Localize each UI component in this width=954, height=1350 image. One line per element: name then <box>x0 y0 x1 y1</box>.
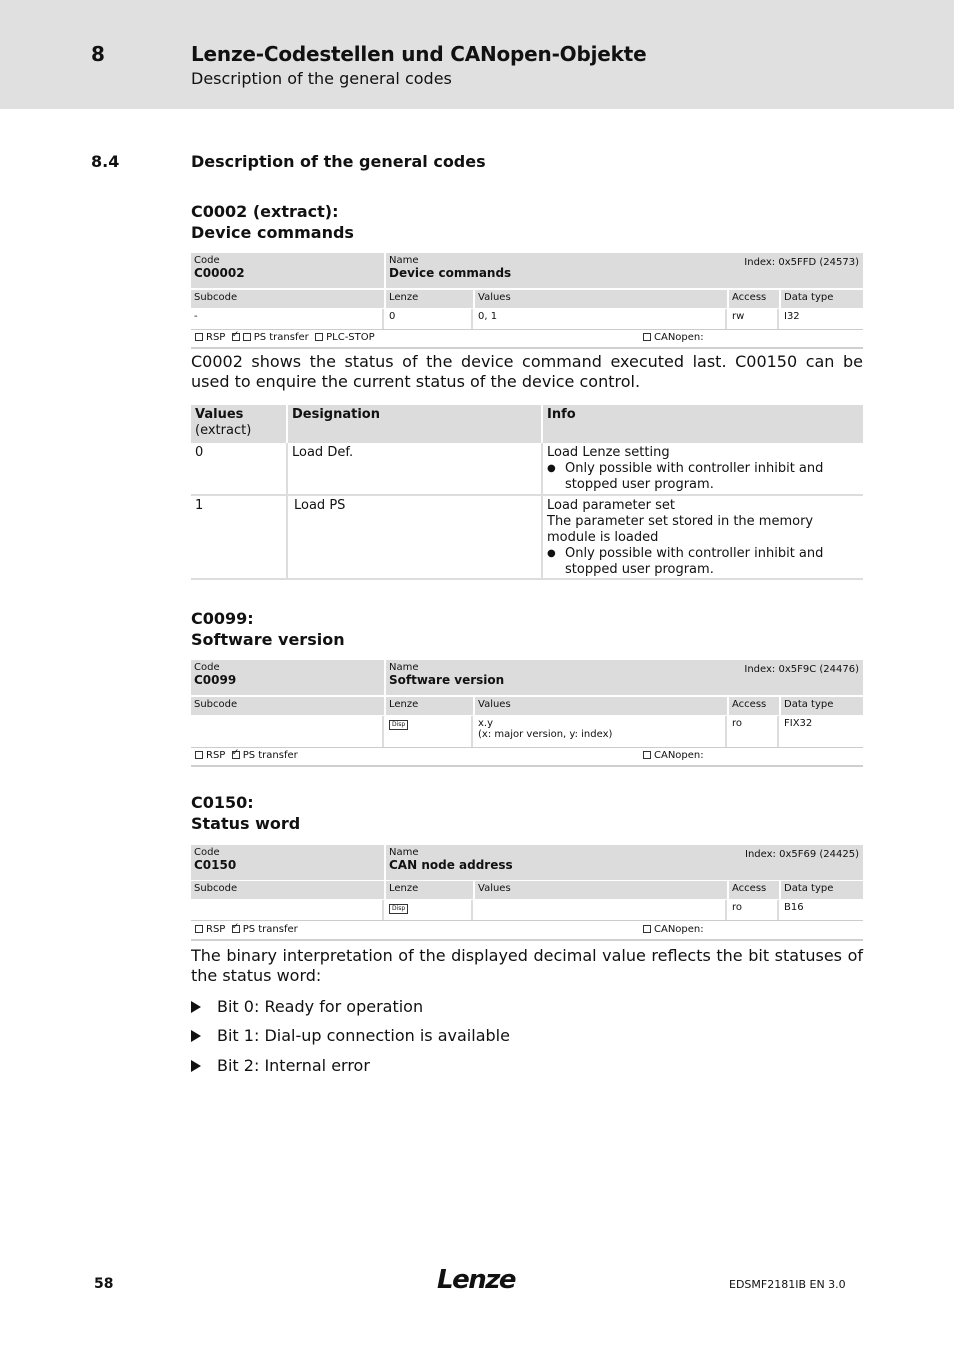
code-value: C00002 <box>194 266 245 280</box>
paragraph-c0002: C0002 shows the status of the device command executed last. C00150 can be used to enquire the current status of the device control. <box>191 352 863 391</box>
name-value: Software version <box>389 673 505 687</box>
chapter-title: Lenze-Codestellen und CANopen-Objekte <box>191 42 647 66</box>
c0150-heading <box>191 792 300 834</box>
row1-value: 1 <box>191 496 288 580</box>
row0-value: 0 <box>191 443 288 496</box>
ps-label: PS transfer <box>242 924 298 935</box>
subcode-header: Subcode <box>191 881 384 899</box>
c0150-heading-name: Status word <box>191 814 301 833</box>
arrow-bullet-icon <box>191 1060 201 1072</box>
row0-info-bullet: ● Only possible with controller inhibit and stopped user program. <box>547 461 859 493</box>
name-cell <box>386 845 863 880</box>
code-cell <box>191 660 384 695</box>
lenze-header: Lenze <box>386 697 473 715</box>
access-header: Access <box>729 697 779 715</box>
flags-row <box>191 329 863 349</box>
chapter-number: 8 <box>91 42 105 66</box>
datatype-header: Data type <box>781 881 863 899</box>
ps-checked-icon <box>232 333 240 341</box>
name-value: CAN node address <box>389 858 513 872</box>
values-col-title: Values <box>195 407 244 422</box>
rsp-label: RSP <box>206 332 226 343</box>
access-header: Access <box>729 290 779 308</box>
lenze-value <box>386 900 473 920</box>
code-label: Code <box>194 847 220 858</box>
values-note: (x: major version, y: index) <box>478 729 613 740</box>
subcode-value <box>191 900 384 920</box>
ps-checkbox-icon <box>243 333 251 341</box>
section-number: 8.4 <box>91 152 120 171</box>
index-value: Index: 0x5F9C (24476) <box>744 664 859 675</box>
name-cell <box>386 253 863 288</box>
subcode-header: Subcode <box>191 290 384 308</box>
datatype-value: B16 <box>784 902 804 913</box>
subcode-header: Subcode <box>191 697 384 715</box>
canopen-label: CANopen: <box>654 924 704 935</box>
subcode-value: - <box>191 309 384 329</box>
row0-info <box>543 443 863 496</box>
row0-designation: Load Def. <box>288 443 543 496</box>
values-value: 0, 1 <box>475 309 727 329</box>
plc-label: PLC-STOP <box>326 332 375 343</box>
index-value: Index: 0x5F69 (24425) <box>745 849 859 860</box>
datatype-header: Data type <box>781 697 863 715</box>
ps-checked-icon <box>232 925 240 933</box>
code-value: C0150 <box>194 858 237 872</box>
bit-text: Bit 2: Internal error <box>217 1056 370 1075</box>
ps-label: PS transfer <box>242 750 298 761</box>
access-value: ro <box>729 900 779 920</box>
name-cell <box>386 660 863 695</box>
info-col-header: Info <box>543 405 863 443</box>
chapter-subtitle: Description of the general codes <box>191 69 452 88</box>
lenze-value <box>386 716 473 747</box>
rsp-checkbox-icon <box>195 925 203 933</box>
bit-text: Bit 1: Dial-up connection is available <box>217 1026 510 1045</box>
name-value: Device commands <box>389 266 512 280</box>
c0150-heading-code: C0150: <box>191 793 254 812</box>
row0-info-text: Load Lenze setting <box>547 445 670 460</box>
canopen-checkbox-icon <box>643 925 651 933</box>
canopen-label: CANopen: <box>654 332 704 343</box>
list-item <box>191 1026 510 1045</box>
code-cell <box>191 845 384 880</box>
values-value <box>475 716 727 747</box>
list-item <box>191 997 423 1016</box>
code-cell <box>191 253 384 288</box>
disp-icon: Disp <box>389 720 408 730</box>
access-value: rw <box>729 309 779 329</box>
page-number: 58 <box>94 1276 114 1292</box>
c0099-heading-name: Software version <box>191 630 345 649</box>
code-label: Code <box>194 255 220 266</box>
designation-col-header: Designation <box>288 405 541 443</box>
disp-icon: Disp <box>389 904 408 914</box>
document-id: EDSMF2181IB EN 3.0 <box>729 1278 846 1291</box>
arrow-bullet-icon <box>191 1001 201 1013</box>
datatype-value: FIX32 <box>784 718 813 729</box>
flags-row <box>191 921 863 941</box>
lenze-header: Lenze <box>386 881 473 899</box>
canopen-checkbox-icon <box>643 333 651 341</box>
name-label: Name <box>389 662 419 673</box>
datatype-header: Data type <box>781 290 863 308</box>
arrow-bullet-icon <box>191 1030 201 1042</box>
canopen-checkbox-icon <box>643 751 651 759</box>
c0099-heading <box>191 608 345 650</box>
row1-info <box>543 496 863 580</box>
rsp-label: RSP <box>206 924 226 935</box>
rsp-checkbox-icon <box>195 333 203 341</box>
values-header: Values <box>475 881 727 899</box>
values-col-sub: (extract) <box>195 423 252 438</box>
paragraph-status-word: The binary interpretation of the displayed decimal value reflects the bit statuses of the status word: <box>191 946 863 985</box>
values-value <box>475 900 727 920</box>
datatype-value: I32 <box>784 311 800 322</box>
code-value: C0099 <box>194 673 237 687</box>
page-header <box>0 0 954 109</box>
values-col-header <box>191 405 286 443</box>
name-label: Name <box>389 847 419 858</box>
row1-info-bullet: ● Only possible with controller inhibit and stopped user program. <box>547 546 859 578</box>
c0002-heading-name: Device commands <box>191 223 354 242</box>
lenze-header: Lenze <box>386 290 473 308</box>
subcode-value <box>191 716 384 747</box>
values-header: Values <box>475 290 727 308</box>
flags-row <box>191 747 863 767</box>
c0099-heading-code: C0099: <box>191 609 254 628</box>
access-header: Access <box>729 881 779 899</box>
list-item <box>191 1056 370 1075</box>
c0002-heading <box>191 201 354 243</box>
rsp-label: RSP <box>206 750 226 761</box>
index-value: Index: 0x5FFD (24573) <box>744 257 859 268</box>
row1-info-text: Load parameter set <box>547 498 675 513</box>
access-value: ro <box>729 716 779 747</box>
values-header: Values <box>475 697 727 715</box>
values-main: x.y <box>478 718 494 729</box>
bit-text: Bit 0: Ready for operation <box>217 997 424 1016</box>
lenze-value: 0 <box>386 309 473 329</box>
ps-checked-icon <box>232 751 240 759</box>
section-title: Description of the general codes <box>191 152 486 171</box>
canopen-label: CANopen: <box>654 750 704 761</box>
name-label: Name <box>389 255 419 266</box>
row1-info-detail: The parameter set stored in the memory module is loaded <box>547 514 814 545</box>
lenze-logo: Lenze <box>437 1265 515 1295</box>
rsp-checkbox-icon <box>195 751 203 759</box>
plc-checkbox-icon <box>315 333 323 341</box>
ps-label: PS transfer <box>253 332 309 343</box>
c0002-heading-code: C0002 (extract): <box>191 202 339 221</box>
code-label: Code <box>194 662 220 673</box>
row1-designation: Load PS <box>288 496 543 580</box>
